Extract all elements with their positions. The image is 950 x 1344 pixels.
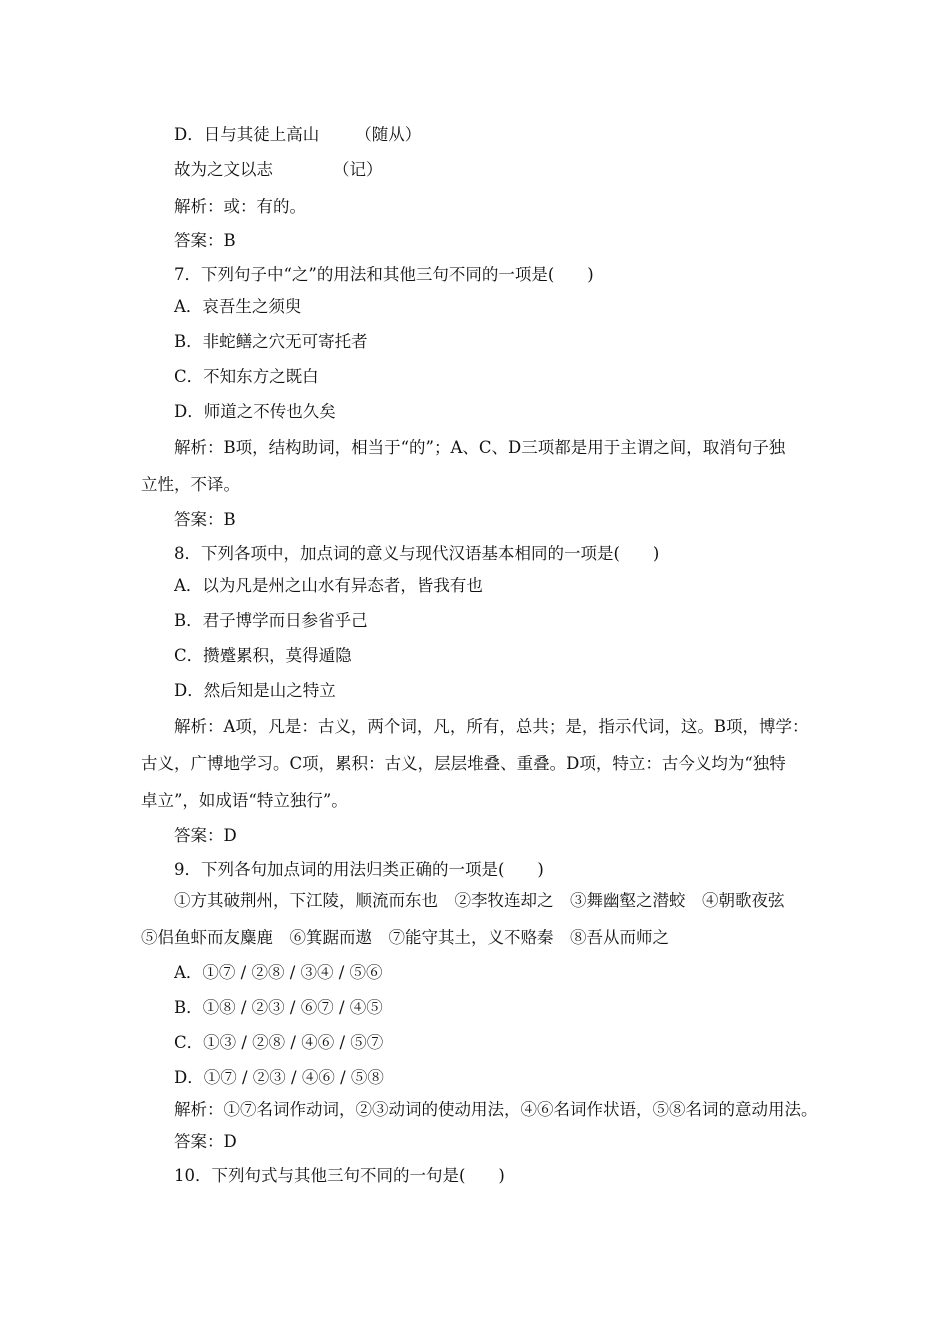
q7-option-a: A．哀吾生之须臾 [174, 297, 302, 316]
q7-option-c: C．不知东方之既白 [174, 367, 319, 386]
answer-6: 答案：B [174, 231, 236, 250]
question-9: 9．下列各句加点词的用法归类正确的一项是( ) [174, 860, 544, 879]
q7-option-d: D．师道之不传也久矣 [174, 402, 336, 421]
analysis-7-line1: 解析：B项，结构助词，相当于“的”；A、C、D三项都是用于主谓之间，取消句子独 [174, 438, 786, 457]
analysis-9: 解析：①⑦名词作动词，②③动词的使动用法，④⑥名词作状语，⑤⑧名词的意动用法。 [174, 1100, 818, 1119]
q8-option-d: D．然后知是山之特立 [174, 681, 336, 700]
question-10: 10．下列句式与其他三句不同的一句是( ) [174, 1166, 505, 1185]
q9-option-a: A．①⑦ / ②⑧ / ③④ / ⑤⑥ [174, 963, 383, 982]
analysis-8-line1: 解析：A项，凡是：古义，两个词，凡，所有，总共；是，指示代词，这。B项，博学： [174, 717, 809, 736]
option-gu-wei: 故为之文以志 （记） [174, 160, 383, 179]
analysis-7-line2: 立性，不译。 [141, 475, 240, 494]
q9-option-c: C．①③ / ②⑧ / ④⑥ / ⑤⑦ [174, 1033, 384, 1052]
q9-sentences-line2: ⑤侣鱼虾而友麋鹿 ⑥箕踞而遨 ⑦能守其土，义不赂秦 ⑧吾从而师之 [141, 928, 669, 947]
question-8: 8．下列各项中，加点词的意义与现代汉语基本相同的一项是( ) [174, 544, 660, 563]
q8-option-c: C．攒蹙累积，莫得遁隐 [174, 646, 352, 665]
q8-option-b: B．君子博学而日参省乎己 [174, 611, 368, 630]
q9-sentences-line1: ①方其破荆州，下江陵，顺流而东也 ②李牧连却之 ③舞幽壑之潜蛟 ④朝歌夜弦 [174, 891, 785, 910]
q8-option-a: A．以为凡是州之山水有异态者，皆我有也 [174, 576, 483, 595]
q7-option-b: B．非蛇鳝之穴无可寄托者 [174, 332, 368, 351]
analysis-6: 解析：或：有的。 [174, 197, 306, 216]
q9-option-d: D．①⑦ / ②③ / ④⑥ / ⑤⑧ [174, 1068, 384, 1087]
answer-7: 答案：B [174, 510, 236, 529]
question-7: 7．下列句子中“之”的用法和其他三句不同的一项是( ) [174, 265, 594, 284]
option-d-sui: D．日与其徒上高山 （随从） [174, 125, 422, 144]
analysis-8-line2: 古义，广博地学习。C项，累积：古义，层层堆叠、重叠。D项，特立：古今义均为“独特 [141, 754, 786, 773]
answer-8: 答案：D [174, 826, 237, 845]
analysis-8-line3: 卓立”，如成语“特立独行”。 [141, 791, 348, 810]
answer-9: 答案：D [174, 1132, 237, 1151]
q9-option-b: B．①⑧ / ②③ / ⑥⑦ / ④⑤ [174, 998, 383, 1017]
